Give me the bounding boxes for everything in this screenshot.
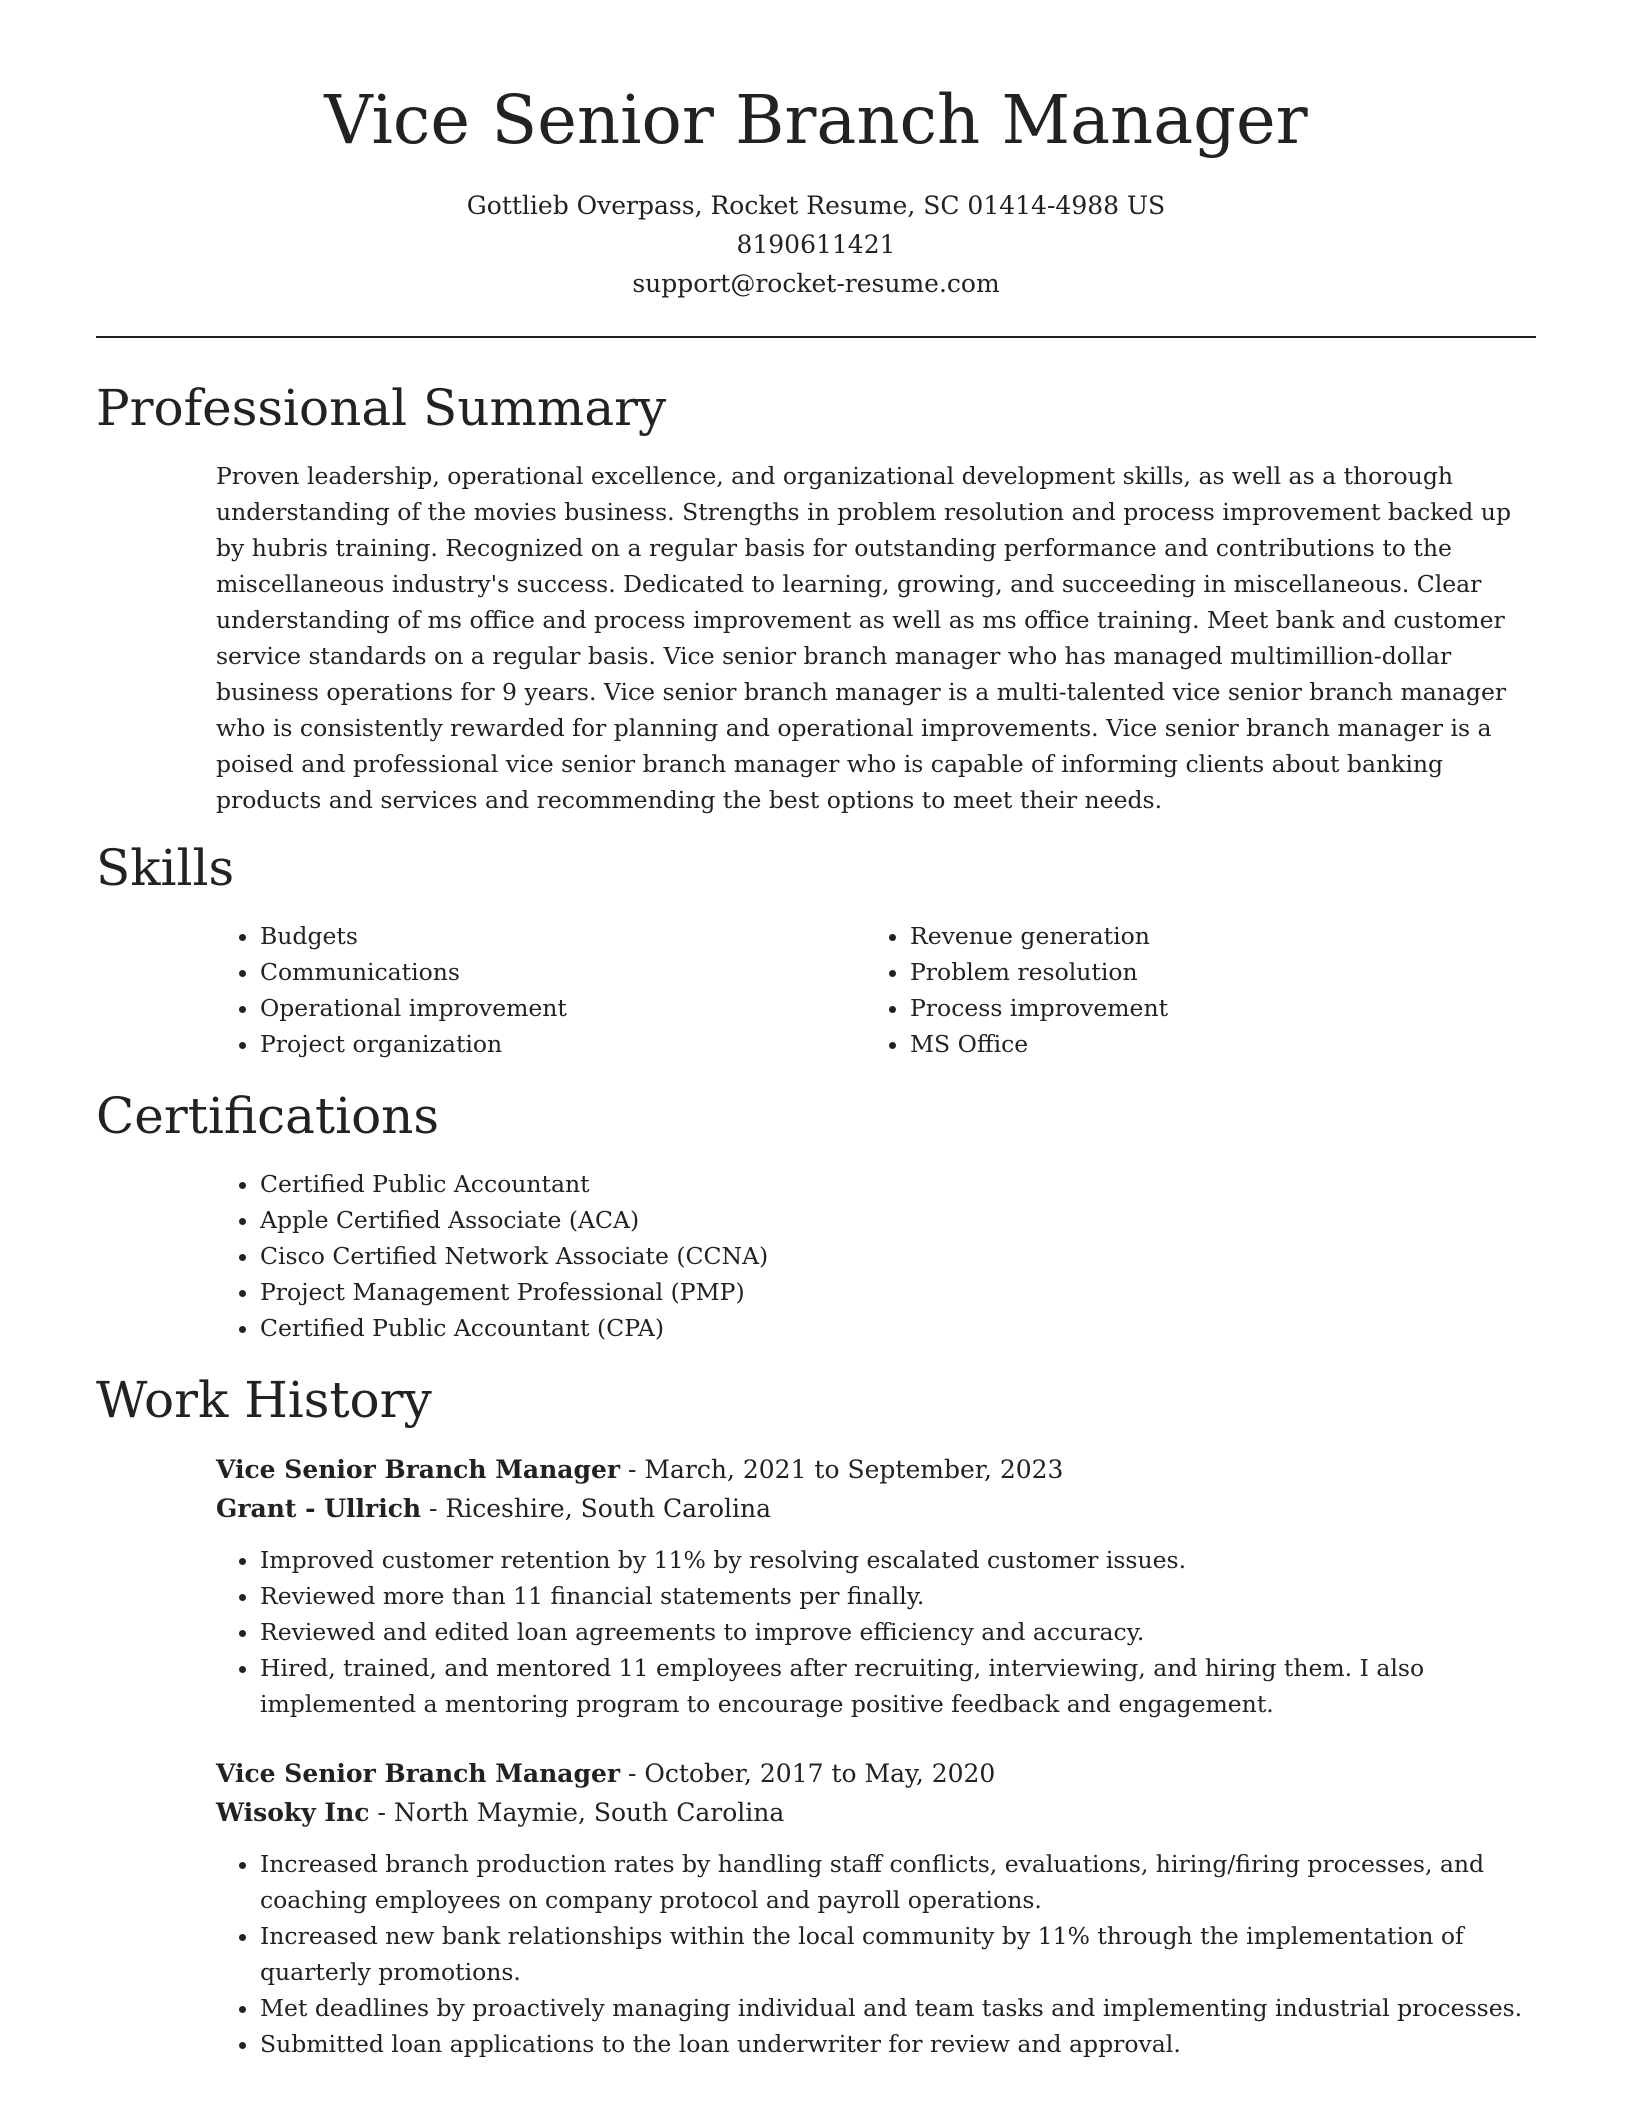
skills-heading: Skills: [96, 839, 235, 898]
skills-grid: [216, 918, 1536, 1062]
job-location: - North Maymie, South Carolina: [369, 1798, 785, 1828]
skills-column-left: [216, 918, 866, 1062]
header-divider: [96, 336, 1536, 338]
job-bullet: • Increased new bank relationships within the local community by 11% through the implementation of quarterly promotions.: [260, 1918, 1536, 1990]
certification-item: • Apple Certified Associate (ACA): [260, 1202, 1536, 1238]
job-bullet-list: [216, 1846, 1536, 2062]
summary-heading: Professional Summary: [96, 379, 667, 438]
skills-list-left: [216, 918, 866, 1062]
certifications-list: [216, 1166, 1536, 1346]
contact-phone: 8190611421: [736, 230, 896, 260]
work-history-heading: Work History: [96, 1371, 432, 1430]
job-company-line: [216, 1489, 1536, 1528]
skills-section: [96, 838, 1536, 1062]
job-role: Vice Senior Branch Manager: [216, 1455, 621, 1485]
skill-item: • Communications: [260, 954, 866, 990]
job-dates: - March, 2021 to September, 2023: [620, 1455, 1064, 1485]
job-role-line: [216, 1450, 1536, 1489]
skills-list-right: [866, 918, 1516, 1062]
certifications-heading: Certifications: [96, 1087, 440, 1146]
job-bullet: • Increased branch production rates by handling staff conflicts, evaluations, hiring/firing processes, and coaching employees on company protocol and payroll operations.: [260, 1846, 1536, 1918]
skill-item: • Budgets: [260, 918, 866, 954]
job-location: - Riceshire, South Carolina: [421, 1494, 772, 1524]
job-bullet: • Improved customer retention by 11% by resolving escalated customer issues.: [260, 1542, 1536, 1578]
work-history-section: [96, 1370, 1536, 2062]
skill-item: • MS Office: [910, 1026, 1516, 1062]
job-bullets: [216, 1846, 1536, 2062]
job-bullet: • Reviewed and edited loan agreements to improve efficiency and accuracy.: [260, 1614, 1536, 1650]
contact-email: support@rocket-resume.com: [632, 269, 1000, 299]
skill-item: • Revenue generation: [910, 918, 1516, 954]
resume-header: [96, 80, 1536, 303]
job-role: Vice Senior Branch Manager: [216, 1759, 621, 1789]
certification-item: • Cisco Certified Network Associate (CCNA): [260, 1238, 1536, 1274]
job-entry: [216, 1754, 1536, 2062]
certifications-section: [96, 1086, 1536, 1346]
skill-item: • Problem resolution: [910, 954, 1516, 990]
job-bullet: • Hired, trained, and mentored 11 employees after recruiting, interviewing, and hiring them. I also implemented a mentoring program to encourage positive feedback and engagement.: [260, 1650, 1536, 1722]
applicant-title: Vice Senior Branch Manager: [324, 81, 1308, 159]
certification-item: • Project Management Professional (PMP): [260, 1274, 1536, 1310]
summary-section: [96, 378, 1536, 818]
job-bullet: • Met deadlines by proactively managing individual and team tasks and implementing industrial processes.: [260, 1990, 1536, 2026]
skill-item: • Process improvement: [910, 990, 1516, 1026]
job-bullet: • Reviewed more than 11 financial statements per finally.: [260, 1578, 1536, 1614]
job-company: Grant - Ullrich: [216, 1494, 422, 1524]
job-entry: [216, 1450, 1536, 1722]
job-bullet: • Submitted loan applications to the loan underwriter for review and approval.: [260, 2026, 1536, 2062]
skill-item: • Operational improvement: [260, 990, 866, 1026]
skill-item: • Project organization: [260, 1026, 866, 1062]
job-company-line: [216, 1793, 1536, 1832]
contact-address: Gottlieb Overpass, Rocket Resume, SC 01414-4988 US: [466, 191, 1166, 221]
job-dates: - October, 2017 to May, 2020: [620, 1759, 996, 1789]
job-company: Wisoky Inc: [216, 1798, 370, 1828]
job-bullets: [216, 1542, 1536, 1722]
job-bullet-list: [216, 1542, 1536, 1722]
job-role-line: [216, 1754, 1536, 1793]
certification-item: • Certified Public Accountant (CPA): [260, 1310, 1536, 1346]
summary-paragraph: Proven leadership, operational excellence, and organizational development skills, as well as a thorough understanding of the movies business. Strengths in problem resolution and process improvement backed up by hubris training. Recognized on a regular basis for outstanding performance and contributions to the miscellaneous industry's success. Dedicated to learning, growing, and succeeding in miscellaneous. Clear understanding of ms office and process improvement as well as ms office training. Meet bank and customer service standards on a regular basis. Vice senior branch manager who has managed multimillion-dollar business operations for 9 years. Vice senior branch manager is a multi-talented vice senior branch manager who is consistently rewarded for planning and operational improvements. Vice senior branch manager is a poised and professional vice senior branch manager who is capable of informing clients about banking products and services and recommending the best options to meet their needs.: [216, 462, 1511, 815]
skills-column-right: [866, 918, 1516, 1062]
certification-item: • Certified Public Accountant: [260, 1166, 1536, 1202]
